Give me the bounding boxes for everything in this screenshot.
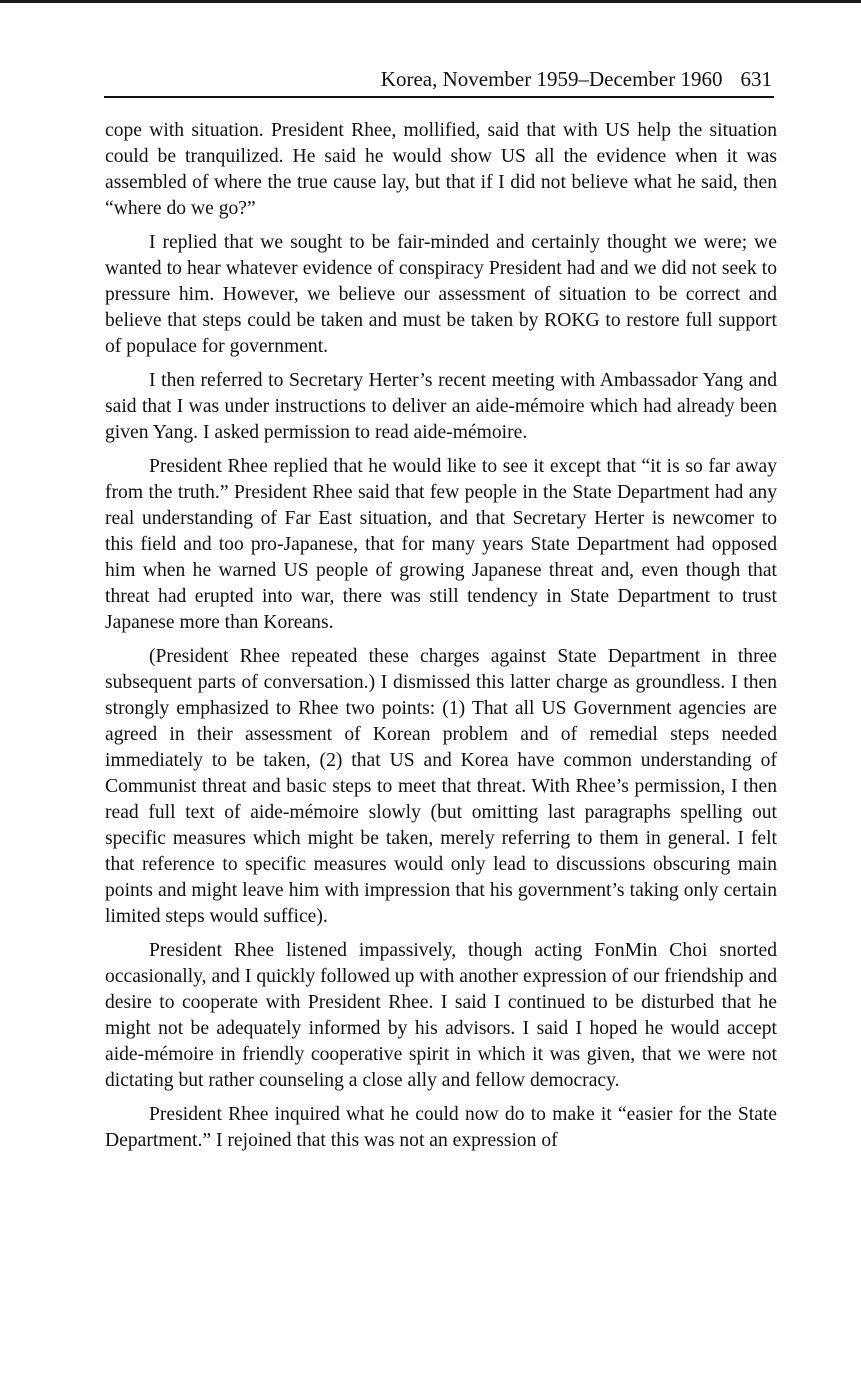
paragraph-3: I then referred to Secretary Herter’s recent meeting with Ambassador Yang and said that I was under instructions to deliver an aide-mémoire which had already been given Yang. I asked permission to read aide-mémoire. (105, 370, 777, 443)
paragraph-2: I replied that we sought to be fair-minded and certainly thought we were; we wanted to hear whatever evidence of conspiracy President had and we did not seek to pressure him. However, we believe our assessment of situation to be correct and believe that steps could be taken and must be taken by ROKG to restore full support of populace for government. (105, 232, 777, 357)
page-number: 631 (740, 67, 772, 91)
paragraph-4: President Rhee replied that he would like to see it except that “it is so far away from the truth.” President Rhee said that few people in the State Department had any real understanding of Far East situation, and that Secretary Herter is newcomer to this field and too pro-Japanese, that for many years State Department had opposed him when he warned US people of growing Japanese threat and, even though that threat had erupted into war, there was still tendency in State Department to trust Japanese more than Koreans. (105, 456, 777, 633)
paragraph-6: President Rhee listened impassively, though acting FonMin Choi snorted occasionally, and I quickly followed up with another expression of our friendship and desire to cooperate with President Rhee. I said I continued to be disturbed that he might not be adequately informed by his advisors. I said I hoped he would accept aide-mémoire in friendly cooperative spirit in which it was given, that we were not dictating but rather counseling a close ally and fellow democracy. (105, 940, 777, 1091)
running-header (104, 66, 772, 96)
paragraph-7: President Rhee inquired what he could now do to make it “easier for the State Department.” I rejoined that this was not an expression of (105, 1104, 777, 1151)
page-top-edge (0, 0, 861, 3)
header-title: Korea, November 1959–December 1960 (380, 67, 723, 91)
body-text (105, 118, 777, 1162)
paragraph-5: (President Rhee repeated these charges against State Department in three subsequent parts of conversation.) I dismissed this latter charge as groundless. I then strongly emphasized to Rhee two points: (1) That all US Government agencies are agreed in their assessment of Korean problem and of remedial steps needed immediately to be taken, (2) that US and Korea have common understanding of Communist threat and basic steps to meet that threat. With Rhee’s permission, I then read full text of aide-mémoire slowly (but omitting last paragraphs spelling out specific measures which might be taken, merely referring to them in general. I felt that reference to specific measures would only lead to discussions obscuring main points and might leave him with impression that his government’s taking only certain limited steps would suffice). (105, 646, 777, 927)
paragraph-1: cope with situation. President Rhee, mollified, said that with US help the situation could be tranquilized. He said he would show US all the evidence when it was assembled of where the true cause lay, but that if I did not believe what he said, then “where do we go?” (105, 120, 777, 219)
header-rule (104, 96, 774, 98)
